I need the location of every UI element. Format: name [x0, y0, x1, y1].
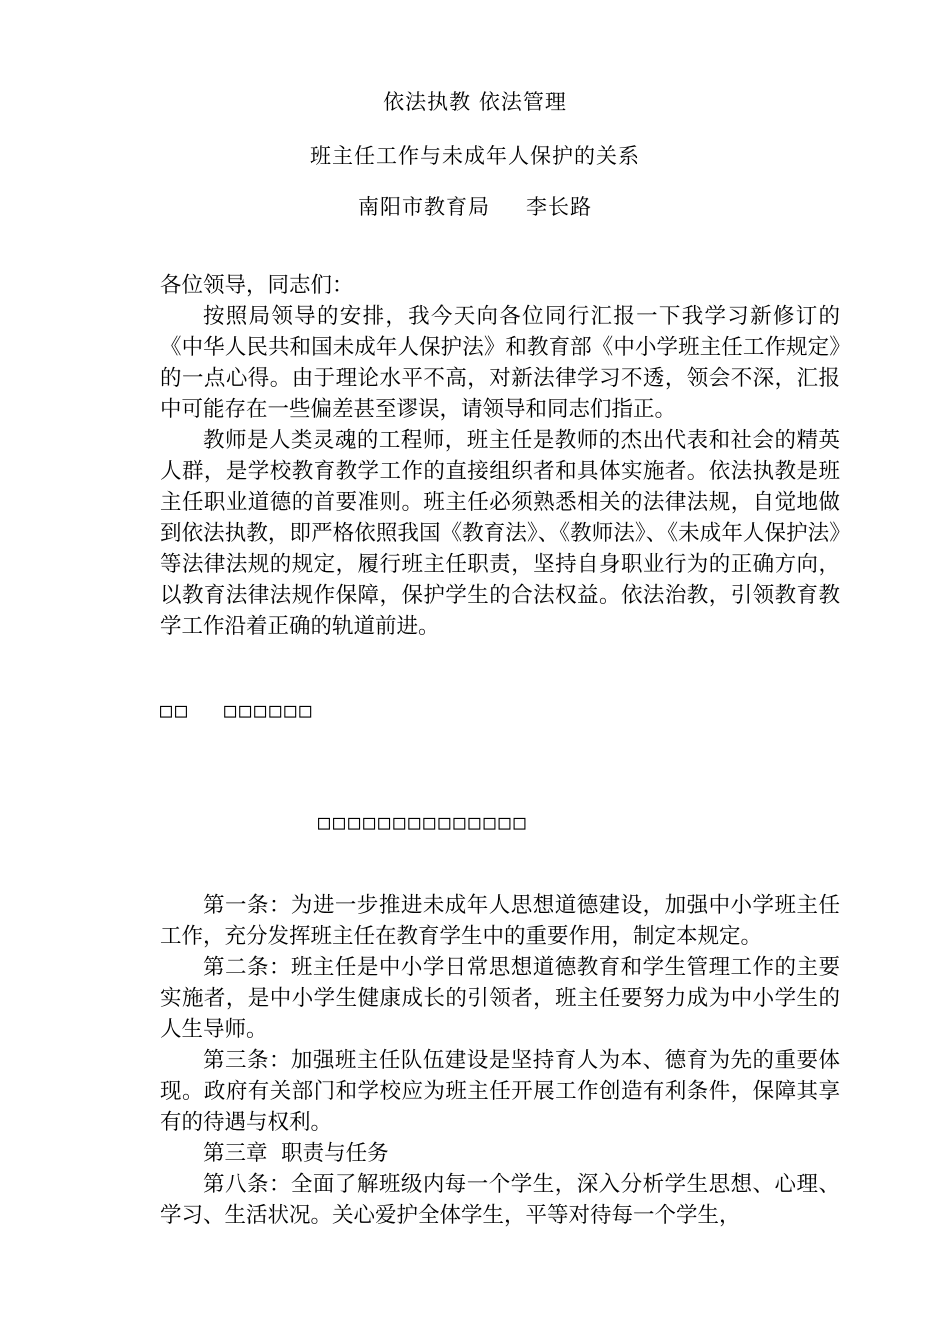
- article-3: 第三条：加强班主任队伍建设是坚持育人为本、德育为先的重要体现。政府有关部门和学校应为班主任开展工作创造有利条件，保障其享有的待遇与权利。: [160, 1048, 840, 1135]
- intro-section: [160, 270, 840, 642]
- document-subtitle: 班主任工作与未成年人保护的关系: [310, 144, 640, 168]
- articles-section: [160, 890, 840, 1231]
- article-8: 第八条：全面了解班级内每一个学生，深入分析学生思想、心理、学习、生活状况。关心爱护全体学生，平等对待每一个学生，: [160, 1172, 840, 1228]
- section-heading-number: □□: [160, 698, 191, 722]
- regulation-title-garbled: □□□□□□□□□□□□□□: [318, 810, 529, 834]
- author-name: 李长路: [526, 195, 592, 219]
- author-line: [0, 191, 950, 221]
- article-1: 第一条：为进一步推进未成年人思想道德建设，加强中小学班主任工作，充分发挥班主任在教育学生中的重要作用，制定本规定。: [160, 893, 840, 949]
- intro-paragraph-2: 教师是人类灵魂的工程师，班主任是教师的杰出代表和社会的精英人群，是学校教育教学工作的直接组织者和具体实施者。依法执教是班主任职业道德的首要准则。班主任必须熟悉相关的法律法规，自觉地做到依法执教，即严格依照我国《教育法》、《教师法》、《未成年人保护法》等法律法规的规定，履行班主任职责，坚持自身职业行为的正确方向，以教育法律法规作保障，保护学生的合法权益。依法治教，引领教育教学工作沿着正确的轨道前进。: [160, 428, 840, 639]
- document-title: 依法执教 依法管理: [383, 90, 567, 114]
- greeting: 各位领导，同志们：: [160, 273, 354, 298]
- article-2: 第二条：班主任是中小学日常思想道德教育和学生管理工作的主要实施者，是中小学生健康成长的引领者，班主任要努力成为中小学生的人生导师。: [160, 955, 840, 1042]
- chapter-3-heading: 第三章 职责与任务: [203, 1141, 389, 1166]
- intro-paragraph-1: 按照局领导的安排，我今天向各位同行汇报一下我学习新修订的《中华人民共和国未成年人保护法》和教育部《中小学班主任工作规定》的一点心得。由于理论水平不高，对新法律学习不透，领会不深，汇报中可能存在一些偏差甚至谬误，请领导和同志们指正。: [160, 304, 840, 422]
- section-heading-garbled: [160, 698, 314, 722]
- author-org: 南阳市教育局: [358, 195, 490, 219]
- section-heading-text: □□□□□□: [224, 698, 315, 722]
